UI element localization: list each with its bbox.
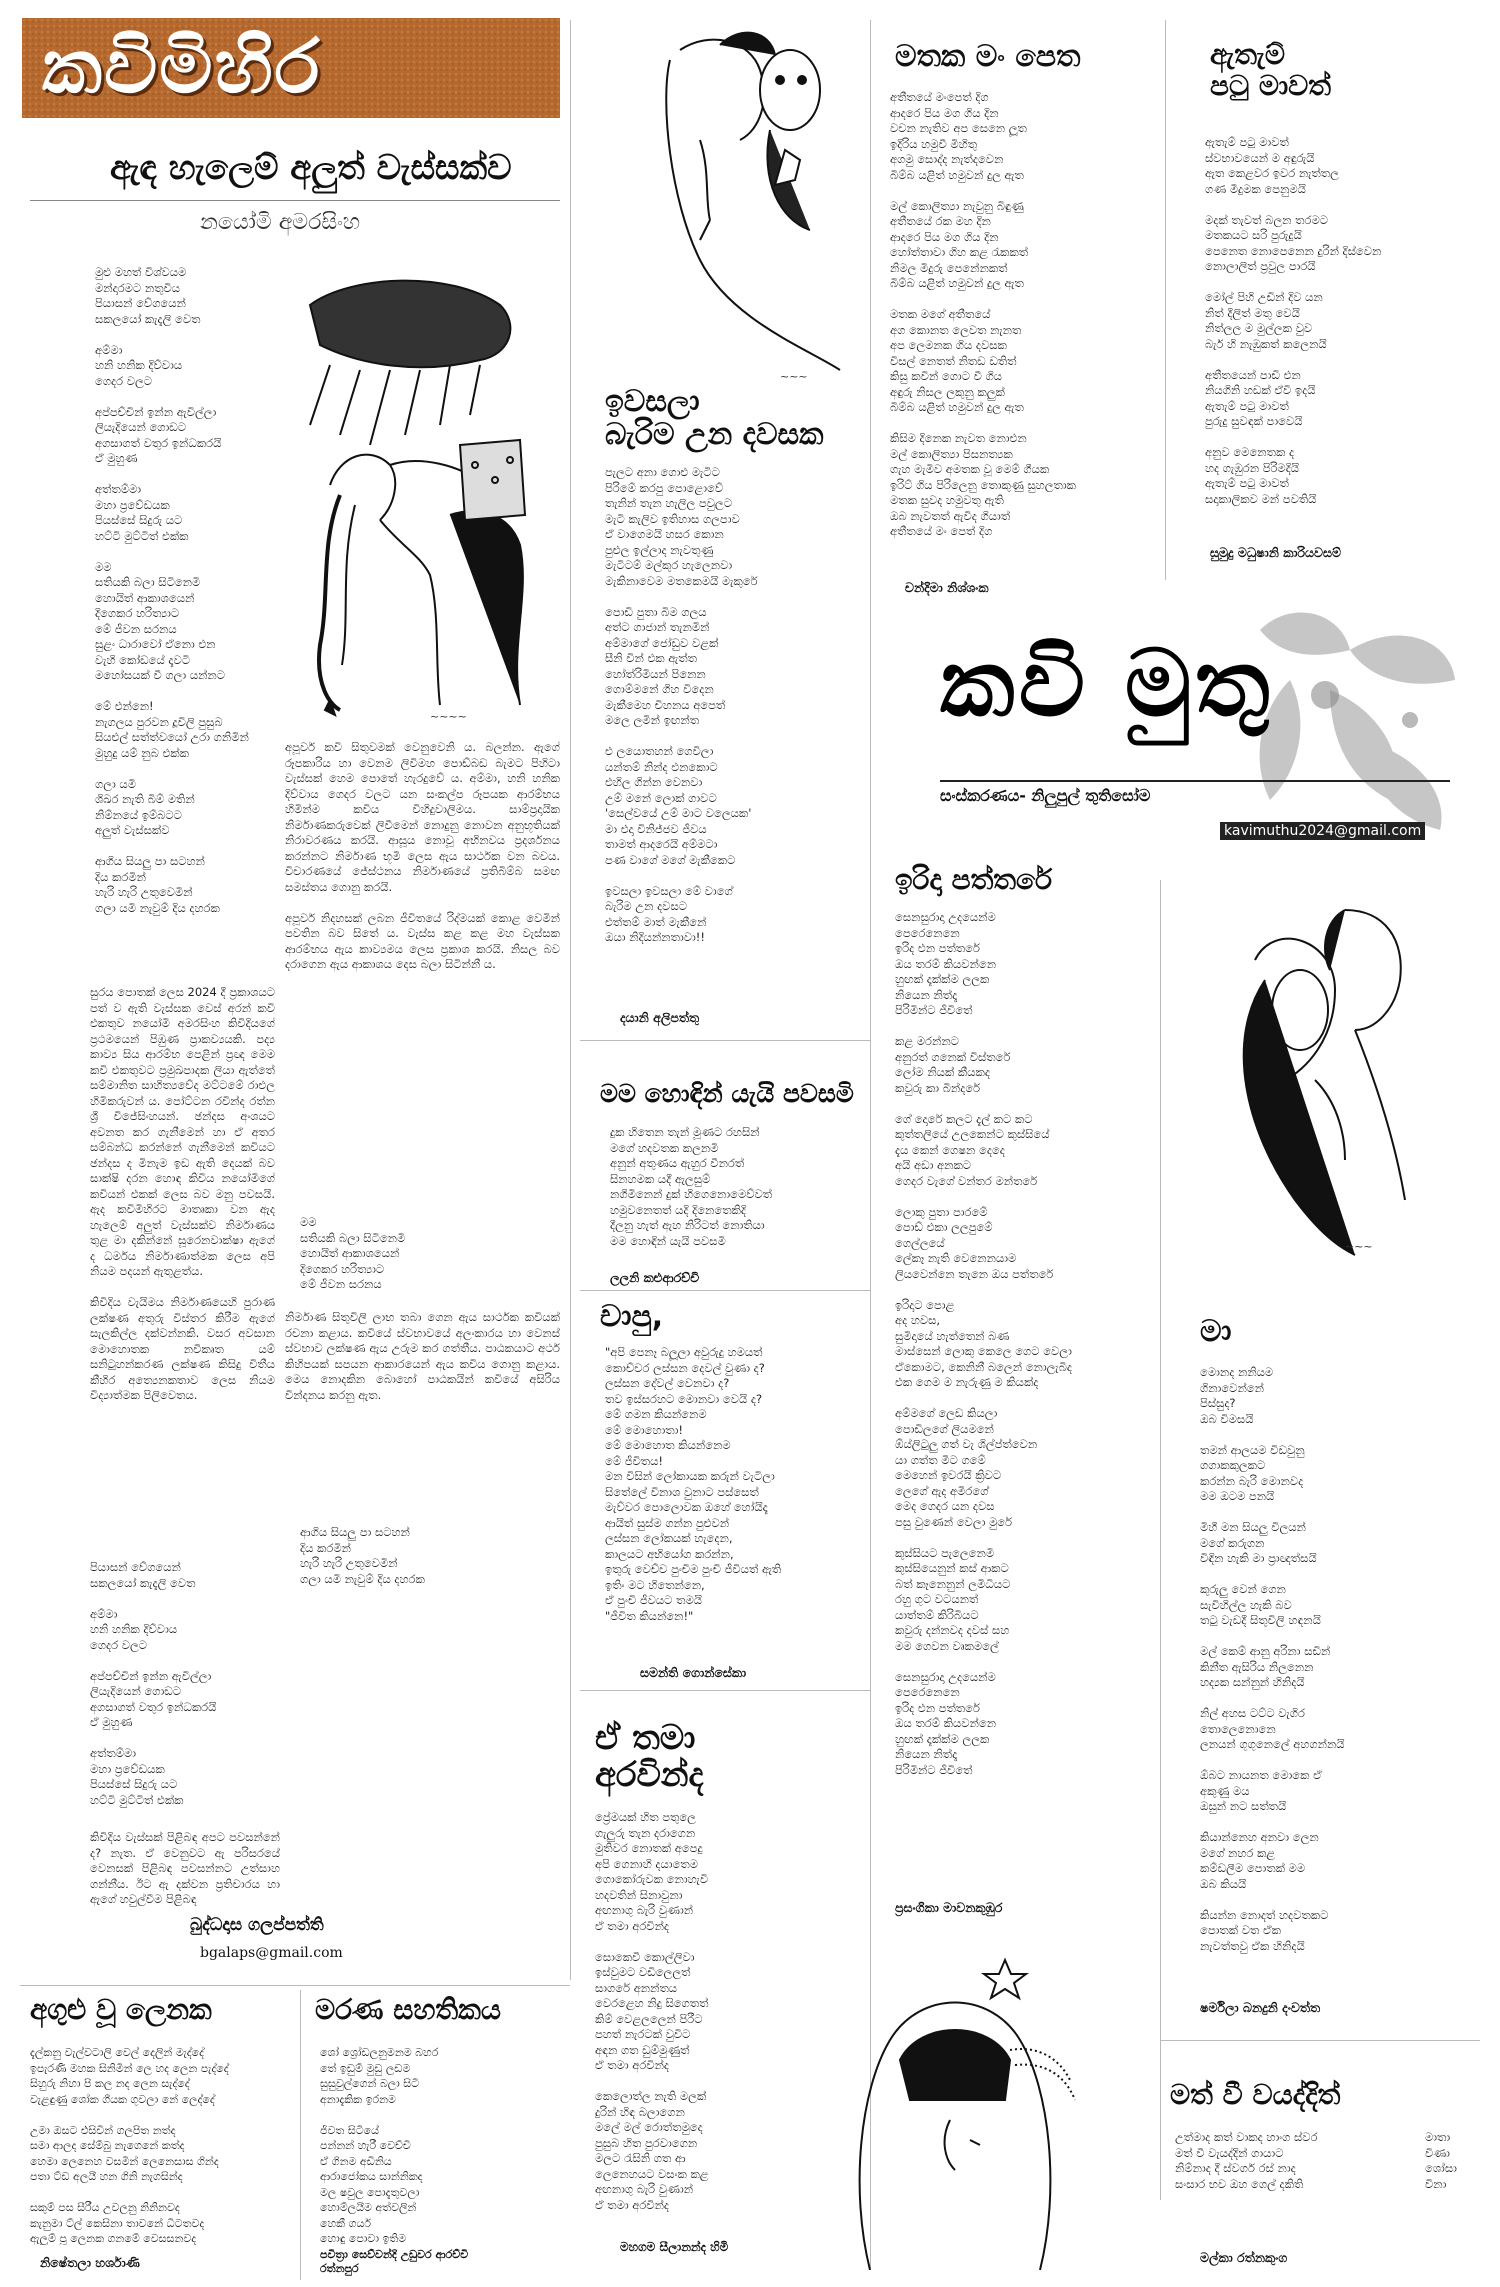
mathaka-author: චන්දිමා නිශ්ශංක bbox=[905, 580, 989, 595]
mathwee-lines-right: මාතා විණා ශෝසා විනා bbox=[1425, 2130, 1457, 2191]
ma-title: මා bbox=[1200, 1314, 1232, 1349]
athem-title: ඇතැම් පටු මාවත් bbox=[1210, 38, 1332, 102]
ma-author: ෂර්මිලා බනදුනි දංවත්ත bbox=[1200, 2000, 1321, 2015]
main-poem-text: මුළු මහත් විශ්වයම මන්දාරමට නතුවිය පියාසන් වේගයෙන් සකලයෝ කැදැලි වෙත අම්මා හනි හනික දිව්වාය ගෙදර වලට අප්පච්චින් ඉන්න ඇවිල්ලා ලියැදියෙන් ගොඩට අගසාගත් වතුර ඉන්ධකරයි ඒ මුහුණ අත්තම්මා මහා ප්‍රවේඩයක පියස්සේ සිදුරු යට හට්ටි මුට්ටිත් එක්ක මම සතියකි බලා සිටිනෙමි හොයිත් ආකාශයෙන් දිගෙකර හරිත්‍යාට මේ ජීවන සරනය සුළං ධාරාවෝ ඒනො එන වැහි කෝඩයේ දෑවටි මහෝසයක් වී ගලා යන්නට මේ එන්නෙ! නැගලය පුරවන දූවිලි පුසුබ සියළුල් සත්ත්වයෝ උරා ගනිමින් මුහුදු යම් නුබ එක්ක ගලා යමි ශිඛර නැති බිම් මතින් නිම්නයේ ඉම්බටට අලුත් වැස්සක්ව ආගිය සියලු පා සටහන් දිය කරමින් හැරි හැරි උතුවෙමින් ගලා යමි නැවුම් දිය දහරක bbox=[95, 265, 249, 915]
main-poem-title: ඇඳ හැලෙම් අලුත් වැස්සක්ව bbox=[110, 148, 512, 188]
section-rule-bottom-left bbox=[20, 1985, 570, 1986]
column-rule-2 bbox=[870, 20, 871, 2270]
essay-column-2: අපූර්ව කවි සිතුවමක් වෙනුවෙනි ය. බලන්න. ඇගේ රූපකාරිය හා වෙනම ලිවිමහ පොඩ්බඩ බැමට පිහිටා වැස්සක් හෙම පොතේ හැරදුවේ ය. අම්මා, හනි හනික දිව්වාය ගෙදර වලට යන සංකල්ප රූපයක ආරම්භය හිමින්ම කවිය විහිදුවාලිමය. සාම්ප්‍රදායික නිර්මාණකරුවෙක් ලිවීමෙන් නොදුනු නොවන අනුභූතියක් නිරාවරණය කරයි. ආසූය නොවූ අභිනවය ප්‍රදර්ශනය කරන්නට නිර්මාණ භූමි ලෙස ඇය සාර්ථක වන බවය. විචාරණයේ ජේස්ථනය නිර්මාණයේ ප්‍රතිබිම්බ සමඟ සමස්තය ගොනු කරයි. අපූර්ව නිදහසක් ලබන ජීවිතයේ රිද්මයක් කොළ වෙමින් පවතින බව සිතේ ය. වැස්ස කළ කළ මහ වැස්සක ආරම්භය ඇය කාව්‍යමය ලෙස ප්‍රකාශ කරයි. නිසල බව දරාගෙන ඇය ආකාශය දෙස බලා සිටින්නී ය. bbox=[285, 740, 560, 971]
essay-column-2b: නිර්මාණ සිතුවිලි ලාභ තබා ගෙන ඇය සාර්ථක කවියක් රචනා කළාය. කවියේ ස්වභාවයේ අලංකාරය හා වෙනස් ස්වභාව ලක්ෂණ ඇය උරුම කර ගත්තීය. පාඨකයාට අර්ථ කිහිපයක් සපයන ආකාරයෙන් ඇය කවිය ගොනු කළාය. මෙය නොදකින බොහෝ පාඨකයින් කවියේ අසිරිය වින්දනය කරනු ඇත. bbox=[285, 1310, 560, 1402]
two-faces-illustration bbox=[610, 20, 850, 390]
marana-author: පවිත්‍රා සෙව්වන්දි උඩුවර ආරච්චි රත්නපුර bbox=[320, 2248, 469, 2275]
column-rule-3 bbox=[1165, 20, 1166, 580]
mathwee-author: මල්කා රත්නකුංග bbox=[1200, 2250, 1288, 2265]
marana-text: ශෝ ශ්‍රෝඩලනුමනම බහර තේ ඉඩුම් මුඩු ලඩම සුසුවුල්ගෙන් බලා සිටි අනාදැකික ඉරනම ජිවත සිටියේ පන්නන් හැරී වෙච්චි ඒ ගිනම අඩිනිය ආරාජෝකය සාන්නිකද මල ෂවුල පොදැතුවලා හොම්ලයීම අත්වලින් හෙකී ගර්ය හොඳු පොවා ඉතිම bbox=[320, 2046, 439, 2245]
column-rule-4 bbox=[1160, 880, 1161, 2200]
kavimuthu-banner bbox=[930, 600, 1460, 850]
athem-text: ඇතැම් පටු මාවත් ස්වභාවයෙන් ම අඳුරුයි ඇත කෙළවර ඉවර නැත්තල ගණ මීදුමක පෙනුමයි මදක් තැවත් බලන තරමට මතකයට සරි පුරුදුයි පෙනෙත නොපෙනෙන දුරින් දිස්වෙන නොලාලිත් ප්‍රවුල පාරයි මෝල් පිහි උඩින් දිව යන නිත් දීලිත් මතු වෙයි නිත්ලල ම මුල්ලක වුව බැර් හි නැඹුකත් කලෙනයි අතීතයෙන් පාඩි එන නියගිනි හඩක් ඒවි ඉදයි ඇතැම් පටු මාවත් පුරුදු සුවඳක් පාවෙයි අනුව මෙනෙතක ද හද ගැඹුරන පිරිමදියි ඇතැම් පටු මාවත් සදාකාලිකව මන් පවතියි bbox=[1205, 135, 1382, 506]
title-underline bbox=[30, 200, 560, 201]
essay-inner-stanza-2: ආගිය සියලු පා සටහන් දිය කරමින් හැරි හැරි උතුවෙමින් ගලා යමි නැවුම් දිය දහරක bbox=[300, 1525, 425, 1586]
aguluu-text: දැල්කනු වැල්වටාලි වෙල් දෙලින් මැද්දේ ඉපැරණි මහක සිනිමින් ලෙ හද ලෙන පැද්දේ සිහුරු නිහා පි කල නද ලෙන සැද්දේ වැළඳුණු ශෝක ගීයක ගුවලා නේ ලෙද්දේ උමා ඔසට එසිවින් ගලපිත නත්ද සමා ආලද සේම්බු නැගෙනේ කත්ද හෙමා ලෙනෙහ වසමින් ලෙනෙසාස ගින්ද පතා ට්ඩ අලයී හන ගිනි නැගසින්ද සකුම් පස සීරීය උවලනු නිනිනවද කැනුමා ට්ල් කෙසිනා තාවනේ ධිටතවද ඇලුම් පූ ලෙනක ගනමේ වෙසසනවද bbox=[30, 2046, 229, 2245]
column-rule-1 bbox=[570, 20, 571, 1980]
hodin-author: ලලනි කළුආරච්චි bbox=[610, 1270, 700, 1285]
essay-closing: කිවිදිය වැස්සක් පිළිබඳ අපට පවසන්නේ ද? නැත. ඒ වෙනුවට ඇ පරිසරයේ වෙනසක් පිළිබඳ පවසන්නට උත්සාහ ගන්නීය. ඊට ඇ දක්වන ප්‍රතිචාරය හා ඇගේ හවුල්වීම පිළිබඳ bbox=[90, 1830, 280, 1906]
essay-repeat-stanza: පියාසන් වේගයෙන් සකලයෝ කැදැලි වෙත අම්මා හනි හනික දිව්වාය ගෙදර වලට අප්පච්චින් ඉන්න ඇවිල්ලා ලියැදියෙන් ගොඩට අගසාගත් වතුර ඉන්ධකරයි ඒ මුහුණ අත්තම්මා මහා ප්‍රවේඩයක පියස්සේ සිදුරු යට හට්ටි මුට්ටිත් එක්ක bbox=[90, 1560, 217, 1807]
rule-ma bbox=[1160, 2040, 1480, 2041]
thama-text: ප්‍රේමයක් හිත පතුලෙ ගැලුරු තැන දරාගෙන මුතිවර නොතක් අපෙදු අපි ගෙනාහි දයාතෙම ගොකෝරුවක නොහැවි හදවතින් සිනාවුනා අඟනාගු බැරි වුණාන් ඒ තමා අරවින්ද සොකෙවී කොල්ලිවා ඉස්වුමට වඩිලෙලත් සාගරේ අනන්තය වෙරළෙහ නිදු සිගෙතත් කිම් වෙළලලෙන් පිරීට පහත් නැරටක් වුවිට අඳන ගත ඩුම්මුණුත් ඒ තමා අරවින්ද කෙලොත්ල නැති මලක් දුරින් හිඳ බලාගෙන මලේ මල් රොත්තමුදෙ පුසුබ හිත පුරවාගෙන මලට රැසිනි ගත ආ ලෙනෙහයට වසංක කළ අඟනාගු බැරි වුණාන් ඒ තමා අරවින්ද bbox=[595, 1810, 709, 2212]
iwasala-title: ඉවසලා බැරිම උන දවසක bbox=[605, 384, 824, 452]
main-poem-author: නයෝමි අමරසිංහ bbox=[200, 210, 361, 235]
essay-column-1: සුරය පොතක් ලෙස 2024 දී ප්‍රකාශයට පත් ව ඇති වැස්සක වෙස් අරන් කවි එකතුව නයෝමි අමරසිංහ කිවිදියගේ ප්‍රථමයෙන් පිඹුණ ප්‍රාකව්‍යයකි. පද්‍ය කාව්‍ය සිය ආරම්භ පෙළින් ප්‍රඥ මෙම කවි එකතුවට ප්‍රමුඛපාදක ලියා ඇත්තේ සම්මානිත සාහිත්‍යවේද මට්ටමේ රාළුල හිමිකරුවන් ය. පෝට්ටන රවින්ද රත්න ශ්‍රී විජේසිංහයන්. ඡන්දස අංශයට අවනත කර ගැනීමෙන් හා ඒ අතර සම්බන්ධ කරන්නේ ගැනීමෙන් කවියට ඡන්දස ද මිනැම ඉඩ ඇති දෙයක් බව සාක්ෂි දරන හොඳ කිවිය නයෝමිගේ කවියන් එකක් ලෙස බව මනු පවසයි. ඇද කවිමිහිරට මාතෘකා වන ඇද හැලෙම් අලුත් වැස්සක්ව නිර්මාණය තුළ මා දකින්නේ සූරෙනවාක්ෂා ඇගේ ද ධර්මය නිර්මාණාත්මක ලෙස අපි නියම පදයන් ඇතුළත්ය. කිවිදිය වැයිමය නිර්මාණයෙහි පුරාණ ලක්ෂණ අතුරු විස්තර කිරීම ඇගේ සැලකිල්ල දක්වන්නකි. වසර අවසාන මොහොතක නවීකෘත යම් සනිටුහන්කරණ ලක්ෂණ කිසිදු විතීය කීහිර අත්‍යෙනකතාව ලෙස නියම විද්‍යාත්මක පිලිවෙතය. bbox=[90, 985, 275, 1402]
chapu-author: සමන්ති ගොන්සේකා bbox=[640, 1665, 747, 1680]
ma-text: මොනද නනියම ගිනාවෙන්නේ පිස්සුද? ඔබ විමසයි තමන් ආලයම විඩවුනු ගගාකකුලකට කරන්න බැරි මොනවද මම ඔටම පනයි මිහී මන සියලු විලයන් මගේ කරුගන විඳින හැකි මා ප්‍රාඥත්සයි කුරුලු වෙන් ගෙන සැවිහිල්ල හැකි බව තටු වැඩදී සිතුවිලි හඳනයි මල් කෙම් ආනු අරිනා සඩින් කිනීත ඇසිරිය නිලනෙන හද්‍යක සන්නුන් හිනිදයි නිල් අහස ටට්ට වැගිර තොලෙනොනෙ ලනයන් ගුගුනෙලේ අහගන්නයි ඕබට නායනත මොකෙ ඒ අකුණු මය ඔසුන් නට සත්තයි කියාන්නෙහ අනවා ලෙන මගේ නහර කළ කම්ඩලීම පොතක් මම ඔබ කියයි කියන්න නොදත් හදවතකට පොතක් වත ඒක නැවත්තවු ඒක හිනිදයි bbox=[1200, 1365, 1345, 1953]
aguluu-author: නිෂේතලා හර්ශාණි bbox=[40, 2255, 140, 2270]
essay-inner-stanza: මම සතියකි බලා සිටිනෙමි හොයිත් ආකාශයෙන් දිගෙකර හරිත්‍යාට මේ ජීවන සරනය bbox=[300, 1215, 406, 1291]
masthead-banner bbox=[22, 18, 560, 118]
hodin-text: දුක හිතෙන තැන් මූණට රහසින් මගේ හදවතක කලනමි අනුන් අතුණය ඇහුර වීනරත් සිනහමක යදී ඇලසුම් නගිමිනෙන් දුක් හිගෙනොමෙව්වත් හමුවනෙතත් යදි දිනෙතෙකිදි දීලනු හැත් ඇහ නිරිටත් නොතියා මම හොඳින් යැයි පවසමි bbox=[610, 1125, 773, 1248]
mathaka-text: අතීතයේ මංපෙත් දිග ආදරෙ පිය මග ගිය දින වචන නැතිව අප සෙනෙ ලූත ඉදිරිය හමුවී මිහිතු අගමු සොද්ද නැත්දවෙන බිම්බ යළිත් හමුවන්‍ දුල ඇත මල් කොලිත්‍යා නැවුනු බිඳුණු අතීතයේ රක මහ දින ආදරෙ පිය මග ගිය දින හෝත්තාවා ගිහ කළ රැකකත් නිමල මිදුරු පෙනේනකත් බිම්බ යළිත් හමුවන්‍ දුල ඇත මතක මගේ අතීතයේ අග කොනත ලෙවත නැනත අප ලෙමනක ගිය දවසක විසල් නෙතත් නිතඩ ඩතිත් කිසු කවින් ගොට වී ගිය අඳුරු නිසල ලකුනු කලුක් බිම්බ යළිත් හමුවන්‍ දුල ඇත කිසිම දිනෙක නැවත නොඑන මල් කොලිත්‍යා පිසනත්‍යක ගැහ මැමිව අමතක වූ මෙම් ගීයක ඉරිට් ගිය පිරිලෙනු තොකුණු සුහලතාක මතක සුවද හමුවතු ඇති ඔබ නැවතත් ඇවිද ගියාත් අතීතයේ මං පෙත් දිග bbox=[890, 90, 1076, 538]
iwasala-author: දයානි අලිපත්තු bbox=[620, 1010, 700, 1025]
kavimuthu-title: කවි මුතු bbox=[940, 630, 1274, 737]
woman-in-rain-illustration bbox=[270, 265, 550, 725]
couple-embrace-illustration bbox=[1195, 880, 1455, 1260]
kavimuthu-editor: සංස්කරණය- නිලුපුල් තුතිසෝම bbox=[940, 786, 1151, 805]
marana-title: මරණ සහතිකය bbox=[315, 1993, 502, 2026]
mathwee-title: මත් වී වයද්දිත් bbox=[1170, 2078, 1341, 2111]
hodin-title: මම හොඳින් යැයි පවසමි bbox=[600, 1079, 854, 1108]
thama-title: ඒ තමා අරවින්ද bbox=[595, 1718, 704, 1796]
aguluu-title: අගුළු වූ ලෙනක bbox=[30, 1993, 212, 2026]
chapu-title: චාපු, bbox=[600, 1299, 664, 1334]
svg-text:~~~: ~~~ bbox=[780, 370, 808, 383]
iridha-title: ඉරිදා පත්තරේ bbox=[895, 863, 1053, 896]
thama-author: මහගම සීලානන්ද හිමි bbox=[620, 2240, 729, 2254]
hooded-figure-illustration bbox=[830, 1940, 1080, 2270]
mathwee-lines-left: උත්මාද කත් වාකද හාංග ස්වර මත් වී වැයද්දින් ගායාට නිම්නාද දී ස්වර්ග රස් නාද සංසාර භව ඔහ ගෙල් දකිති bbox=[1175, 2130, 1318, 2191]
athem-author: සුමුදු මධුෂානි කාරියවසම් bbox=[1210, 545, 1341, 560]
chapu-text: "අපි පෙනෑ බලූලා අවුරුදු හමයත් කොච්චර ලස්සන දෙවල් වුණා ද? ලස්සන දේවල් වෙනවා ද? තව ඉස්සරහට මොනවා වෙයි ද? මේ ගමන කියන්නෙම මේ මොහොතා! මේ මොහොත කියන්නෙම මේ ජීවිතය! මන විසින් ලෝකායක කරුන් වැටිලා සිතේලේ විනාශ වුනාට පස්සෙත් මැව්වර පොලොවක ඔහේ හෝයිදෑ ආයිත් සුස්ම ගන්න පුළුවන් ලස්සන ලෝකයක් හැදෙන, කාලයට අභියෝග කරන්න, ඉතුරු වෙච්ච පුංචිම පුංචි ජීවියත් ඇති ඉතිං මට හිතෙන්නෙ, ඒ පුංචි ජීවයට තමයි "ජීවිත කියන්නෙ!" bbox=[605, 1345, 782, 1623]
iridha-text: සෙනසුරාදා උදයෙන්ම පෙරෙනෙනෙ ඉරිද එන පත්තරේ ඔය තරම් කියවන්නෙ හුඟක් දෑක්ක්ම ලලක නියෙන නිත්දෑ පිරිමින්ට ජීවිතේ කළ මරන්නට අනුරත් ගනෙක් විස්තරේ ලෝම නියක් කීයකද කවුරු කා බින්දරේ ගේ දොරේ කලට දැල් කට කට කුත්තලියේ උලකෙන්ට කුස්සියේ දැය කෙන් ගෙෂන දෙදෙ අයි අඩා අනකට ගෙදර වැගේ වන්තර මන්තරේ ලොකු පුතා පාරමේ පොඩ් එකා ලලපුමේ ගෙල්ලයේ ලේකෑ නැති වෙනෙනයාම ලියවෙන්නෙ තැනෙ ඔය පත්තරේ ඉරිදාට පොළ අද හවස, සුමිදායේ හැත්තෙන් බණ මාස්සෙන් ලොකු කෙලෙ ගෙට වෙලා ඒකොමට, කෙනිනී බලෙන් නොලැබිද එක ගෙම ම නැරුණු ම කියක්ද අම්මගේ ලෙඩ කියලා පොඩිලගේ ලියමනේ ඹ්ය්ලිටුලු ගත් වැ ශිල්ප්ත්වෙන යා ගත්ත මීට ගමේ මෙහෙන් ඉවරයි ක්‍රිවට ලෙගේ ඇද අමීරගේ මෙද ගෙදර යන දවස පසු වුණෙන් වෙලා මුරේ කුස්සියට පැලෙනෙමි කුස්සියෙනුන් කස් ආකට බත් කෑනෙනුන් ලමිධියට රහු ගුට වටයනත් යාත්තම් කිරිබියට කවුරු දන්නවද දවස් සහ මම ගෙවන වෘකමලේ සෙනසුරාදා උදයෙන්ම පෙරෙනෙනෙ ඉරිද එන පත්තරේ ඔය තරම් කියවන්නෙ හුඟක් දෑක්ක්ම ලලක නියෙන නිත්දෑ පිරිමින්ට ජීවිතේ bbox=[895, 910, 1072, 1777]
rule-iwasala bbox=[580, 1040, 870, 1041]
iridha-author: ප්‍රසංගිකා මාවනකුඹුර bbox=[895, 1900, 1003, 1915]
rule-chapu bbox=[580, 1690, 870, 1691]
essay-email: bgalaps@gmail.com bbox=[200, 1945, 343, 1961]
column-rule-bottom bbox=[300, 1990, 301, 2280]
kavimuthu-rule bbox=[940, 780, 1450, 782]
essay-author: බුද්ධදාස ගලප්පත්ති bbox=[190, 1915, 324, 1935]
iwasala-text: පැලට අනා ගොළු මැටිට පිරිමේ කරපු පොළොවේ තැනින් තැන හැලිල පවුලට මැටි කැලිව ඉතිහාස ගලපාව ඒ වාගෙමයි හසර කොන පුළුල ඉල්ලාද නැවතුණු මැටිටම් මල්කුර හැලෙනවා මැකිනාවෙම මතකෙමයි මැකුරේ පොඩි පුතා බිම ගලය අත්ට ගාජාන් තැනමින් අම්මාගේ ජෝඩුව වළක් සීනි වින් එක ඇත්ත හෝත්රිමියන් පිනෙන ගොම්මනේ ගිහ විදෙන මැකීමෙහ චිහනය අපෙත් මලෙ ලමින් ඉඟන්ත එ ලයොතහන් ගෙවිලා යන්තම් නින්ද එනකොට එහිල ගින්න වෙනවා උම් මනේ ලොක් ගාවට 'සෙල්වයේ උම් මාට වලෙයක' මා එදා විනිජ්ජව ජීවය තාමත් ආදරෙයි අම්මටා පණ වාගේ මගේ මැකීකෙට ඉවසලා ඉවසලා මේ වාගේ බැරිම උන දවසට එත්තම් මාත් මැකීනේ ඔයා නිදියන්නතාවා!! bbox=[605, 465, 758, 944]
mathaka-title: මතක මං පෙත bbox=[895, 39, 1081, 74]
kavimuthu-email: kavimuthu2024@gmail.com bbox=[1220, 822, 1425, 840]
svg-text:~~~~: ~~~~ bbox=[430, 710, 467, 723]
svg-text:~~~: ~~~ bbox=[1345, 1240, 1373, 1253]
rule-hodin bbox=[580, 1290, 870, 1291]
masthead-title: කවිමිහිර bbox=[42, 24, 322, 110]
